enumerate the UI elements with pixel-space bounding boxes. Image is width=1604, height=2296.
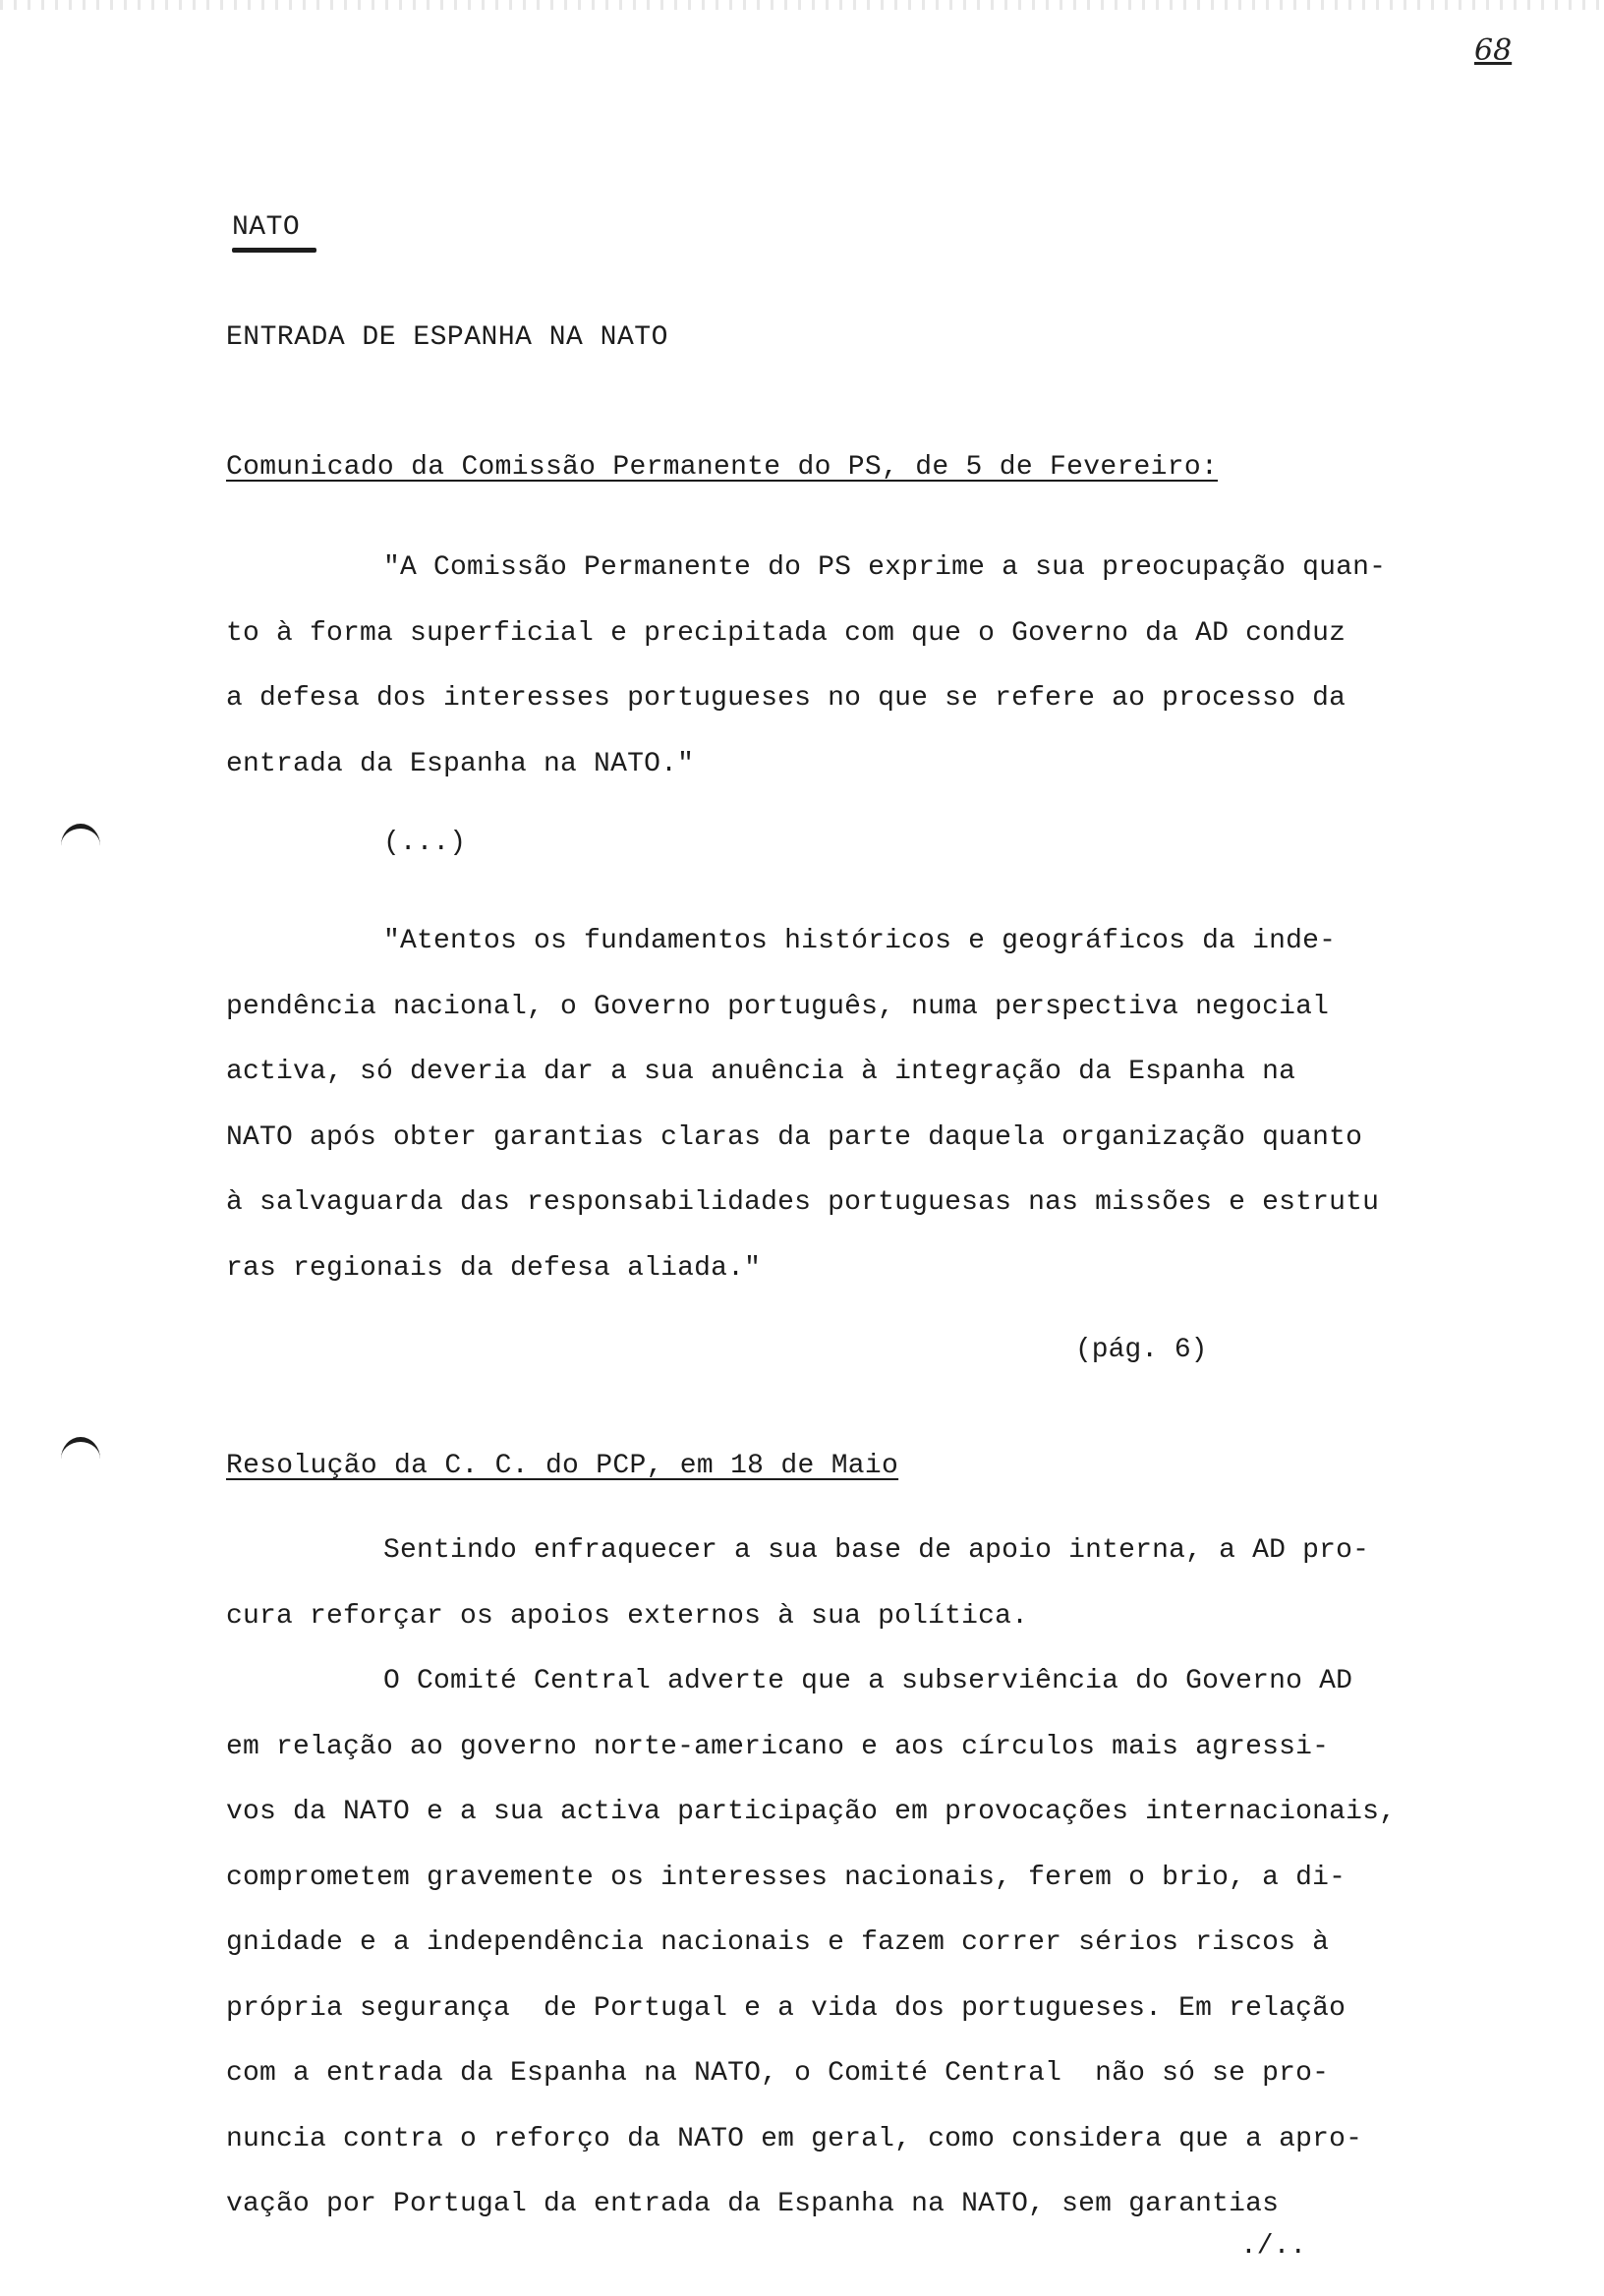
text-line: to à forma superficial e precipitada com que o Governo da AD conduz [226,617,1346,649]
text-line: Sentindo enfraquecer a sua base de apoio interna, a AD pro- [383,1535,1370,1566]
continuation-marker: ./.. [1240,2231,1307,2262]
text-line: pendência nacional, o Governo português, numa perspectiva negocial [226,991,1330,1022]
quote-paragraph-two [226,909,1602,1301]
source-title-pcp-resolution: Resolução da C. C. do PCP, em 18 de Maio [226,1451,899,1481]
page-reference: (pág. 6) [1075,1335,1208,1365]
punch-hole-mark [61,824,100,868]
text-line: cura reforçar os apoios externos à sua política. [226,1600,1029,1632]
text-line: nuncia contra o reforço da NATO em geral, como considera que a apro- [226,2123,1363,2154]
text-line: com a entrada da Espanha na NATO, o Comité Central não só se pro- [226,2058,1330,2089]
text-line: comprometem gravemente os interesses nacionais, ferem o brio, a di- [226,1862,1346,1893]
page-number: 68 [1474,33,1513,68]
section-heading: NATO [232,212,301,243]
resolution-paragraph-two [226,1649,1602,2238]
source-title-ps-communique: Comunicado da Comissão Permanente do PS, de 5 de Fevereiro: [226,452,1219,483]
text-line: entrada da Espanha na NATO." [226,748,695,779]
text-line: própria segurança de Portugal e a vida dos portugueses. Em relação [226,1992,1346,2024]
text-line: em relação ao governo norte-americano e aos círculos mais agressi- [226,1731,1330,1762]
text-line: "Atentos os fundamentos históricos e geográficos da inde- [383,926,1337,956]
resolution-paragraph-one [226,1519,1602,1649]
text-line: "A Comissão Permanente do PS exprime a sua preocupação quan- [383,552,1387,583]
text-line: NATO após obter garantias claras da parte daquela organização quanto [226,1121,1363,1153]
omission-ellipsis: (...) [383,828,467,858]
text-line: activa, só deveria dar a sua anuência à integração da Espanha na [226,1057,1296,1087]
scan-edge-artifact [0,0,1604,10]
text-line: vação por Portugal da entrada da Espanha na NATO, sem garantias [226,2189,1280,2219]
text-line: O Comité Central adverte que a subserviência do Governo AD [383,1666,1353,1696]
text-line: ras regionais da defesa aliada." [226,1252,762,1284]
document-subheading: ENTRADA DE ESPANHA NA NATO [226,322,668,353]
punch-hole-mark [61,1437,100,1481]
quote-paragraph-one [226,536,1602,797]
text-line: a defesa dos interesses portugueses no que se refere ao processo da [226,683,1346,714]
text-line: gnidade e a independência nacionais e fazem correr sérios riscos à [226,1927,1330,1958]
text-line: à salvaguarda das responsabilidades portuguesas nas missões e estrutu [226,1187,1380,1218]
text-line: vos da NATO e a sua activa participação em provocações internacionais, [226,1797,1397,1827]
